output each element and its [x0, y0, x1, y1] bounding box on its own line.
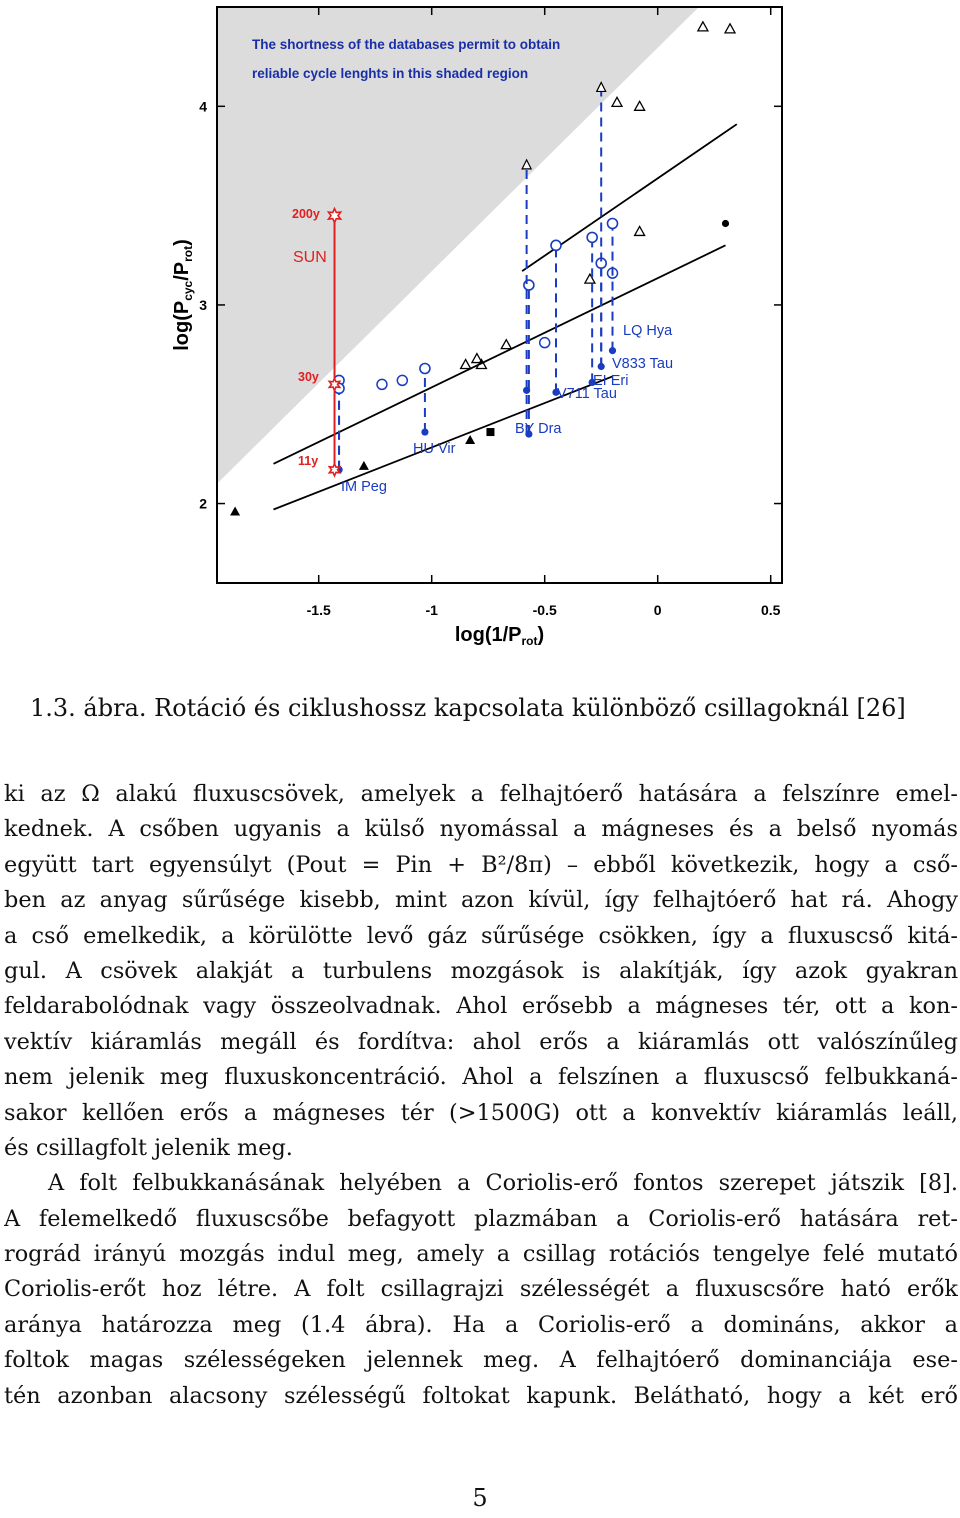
open-triangle-marker: [612, 97, 622, 106]
x-tick-label: 0.5: [760, 602, 781, 618]
star-name-label: LQ Hya: [623, 323, 673, 339]
text-line: sakor kellően erős a mágneses tér (>1500G) ott a konvektív kiáramlás leáll,: [4, 1099, 958, 1126]
star-cycle-marker: [524, 280, 534, 290]
y-tick-label: 3: [199, 296, 207, 313]
star-name-label: IM Peg: [341, 479, 387, 495]
star-rotation-marker: [609, 347, 616, 354]
body-text: [4, 777, 958, 1414]
text-line: Coriolis-erőt hoz létre. A folt csillagrajzi szélességét a fluxuscsőre ható erők: [4, 1276, 958, 1303]
star-name-label: V711 Tau: [557, 386, 617, 402]
text-line: ki az Ω alakú fluxuscsövek, amelyek a felhajtóerő hatására a felszínre emel-: [4, 781, 958, 807]
text-line: a cső emelkedik, a körülötte levő gáz sűrűsége csökken, így a fluxuscső kitá-: [4, 922, 958, 949]
x-tick-label: 0: [653, 602, 662, 618]
page-number: 5: [472, 1484, 488, 1512]
star-name-label: V833 Tau: [612, 356, 674, 372]
star-name-label: HU Vir: [413, 441, 456, 457]
filled-circle-marker: [722, 220, 729, 227]
star-cycle-marker: [551, 240, 561, 250]
figure-caption: 1.3. ábra. Rotáció és ciklushossz kapcsolata különböző csillagoknál [26]: [30, 694, 906, 722]
filled-triangle-marker: [465, 435, 475, 444]
open-circle-marker: [377, 379, 387, 389]
open-triangle-marker: [698, 22, 708, 31]
open-triangle-marker: [635, 226, 645, 235]
text-line: foltok magas szélességeken jelennek meg. A felhajtóerő dominanciája ese-: [4, 1347, 958, 1374]
text-line: A folt felbukkanásának helyében a Coriolis-erő fontos szerepet játszik [8].: [48, 1170, 958, 1197]
text-line: együtt tart egyensúlyt (Pout = Pin + B²/8π) – ebből következik, hogy a cső-: [4, 851, 958, 878]
open-triangle-marker: [635, 101, 645, 110]
text-line: ben az anyag sűrűsége kisebb, mint azon kívül, így felhajtóerő hat rá. Ahogy: [4, 887, 958, 914]
star-cycle-marker: [608, 218, 618, 228]
star-cycle-marker: [420, 363, 430, 373]
text-line: A felemelkedő fluxuscsőbe befagyott plazmában a Coriolis-erő hatására ret-: [4, 1205, 958, 1232]
sun-marker-label: 200y: [292, 207, 320, 221]
star-cycle-marker: [587, 232, 597, 242]
text-line: kednek. A csőben ugyanis a külső nyomással a mágneses és a belső nyomás: [4, 816, 958, 843]
y-tick-label: 2: [199, 495, 207, 512]
text-line: aránya határozza meg (1.4 ábra). Ha a Coriolis-erő a domináns, akkor a: [4, 1311, 958, 1338]
text-line: és csillagfolt jelenik meg.: [4, 1134, 293, 1161]
open-triangle-marker: [501, 340, 511, 349]
open-triangle-marker: [585, 274, 595, 283]
star-rotation-marker: [421, 428, 428, 435]
y-tick-label: 4: [199, 98, 207, 115]
text-line: feldarabolódnak vagy összeolvadnak. Ahol erősebb a mágneses tér, ott a kon-: [4, 993, 958, 1020]
plot-area: [217, 3, 782, 583]
shaded-note-line: The shortness of the databases permit to obtain: [252, 37, 561, 52]
star-name-label: BY Dra: [515, 421, 562, 437]
sun-marker-label: 11y: [298, 454, 319, 468]
open-triangle-marker: [725, 24, 735, 33]
x-tick-label: -1: [425, 602, 438, 618]
figure-chart: [0, 0, 960, 680]
open-circle-marker: [540, 338, 550, 348]
text-line: gul. A csövek alakját a turbulens mozgások is alakítják, így azok gyakran: [4, 957, 958, 984]
open-circle-marker: [397, 375, 407, 385]
x-tick-label: -0.5: [532, 602, 557, 618]
x-tick-label: -1.5: [306, 602, 331, 618]
text-line: rográd irányú mozgás indul meg, amely a csillag rotációs tengelye felé mutató: [4, 1241, 958, 1268]
text-line: nem jelenik meg fluxuskoncentráció. Ahol a felszínen a fluxuscső felbukkaná-: [4, 1064, 958, 1091]
y-axis-label: $\log(P_{cyc}/P_{rot})$: [171, 239, 195, 351]
paragraph-1: [4, 777, 958, 1166]
filled-square-marker: [486, 428, 494, 436]
star-name-label: EI Eri: [593, 373, 629, 389]
x-axis-label: $\log(1/P_{rot})$: [454, 624, 545, 648]
sun-label: SUN: [293, 249, 327, 266]
paragraph-2: [4, 1166, 958, 1414]
text-line: vektív kiáramlás megáll és fordítva: ahol erős a kiáramlás ott valószínűleg: [4, 1028, 958, 1055]
open-triangle-marker: [461, 360, 471, 369]
sun-marker-label: 30y: [298, 370, 319, 384]
filled-triangle-marker: [359, 461, 369, 470]
shaded-note-line: reliable cycle lenghts in this shaded region: [252, 66, 529, 81]
text-line: tén azonban alacsony szélességű foltokat kapunk. Belátható, hogy a két erő: [4, 1382, 958, 1409]
filled-triangle-marker: [230, 506, 240, 515]
